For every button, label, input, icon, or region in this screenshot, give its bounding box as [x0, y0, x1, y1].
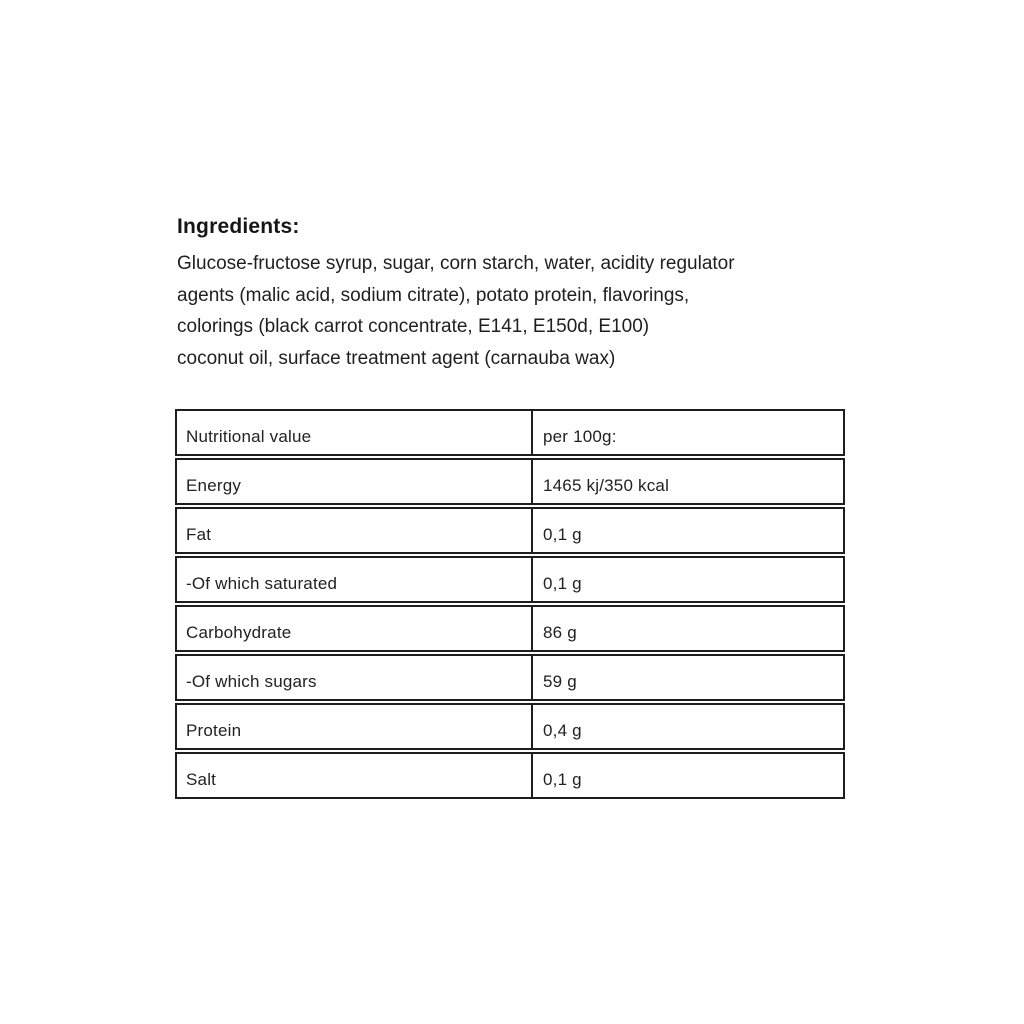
ingredients-line: coconut oil, surface treatment agent (carnauba wax) — [177, 347, 616, 369]
row-value: 59 g — [543, 672, 577, 691]
row-value: 86 g — [543, 623, 577, 642]
row-value: 0,1 g — [543, 770, 582, 789]
ingredients-heading: Ingredients: — [177, 215, 300, 238]
ingredients-line: agents (malic acid, sodium citrate), potato protein, flavorings, — [177, 284, 690, 306]
row-label: Carbohydrate — [177, 607, 533, 650]
table-row-energy — [175, 458, 845, 505]
row-label: Energy — [177, 460, 533, 503]
ingredients-line: Glucose-fructose syrup, sugar, corn starch, water, acidity regulator — [177, 253, 735, 274]
row-value: 0,4 g — [543, 721, 582, 740]
row-label: -Of which saturated — [177, 558, 533, 601]
table-row-protein — [175, 703, 845, 750]
nutrition-table-header-label: Nutritional value — [177, 411, 533, 454]
nutrition-table — [175, 409, 845, 799]
row-value: 1465 kj/350 kcal — [543, 476, 670, 495]
table-row-salt — [175, 752, 845, 799]
table-row-sugars — [175, 654, 845, 701]
ingredients-section — [177, 215, 857, 374]
row-label: Protein — [177, 705, 533, 748]
table-row-carbohydrate — [175, 605, 845, 652]
ingredients-line: colorings (black carrot concentrate, E141, E150d, E100) — [177, 316, 650, 337]
row-label: -Of which sugars — [177, 656, 533, 699]
row-label: Fat — [177, 509, 533, 552]
nutrition-table-header-row — [175, 409, 845, 456]
table-row-fat — [175, 507, 845, 554]
table-row-saturated — [175, 556, 845, 603]
row-label: Salt — [177, 754, 533, 797]
row-value: 0,1 g — [543, 525, 582, 544]
nutrition-table-header-value: per 100g: — [543, 427, 617, 446]
row-value: 0,1 g — [543, 574, 582, 593]
